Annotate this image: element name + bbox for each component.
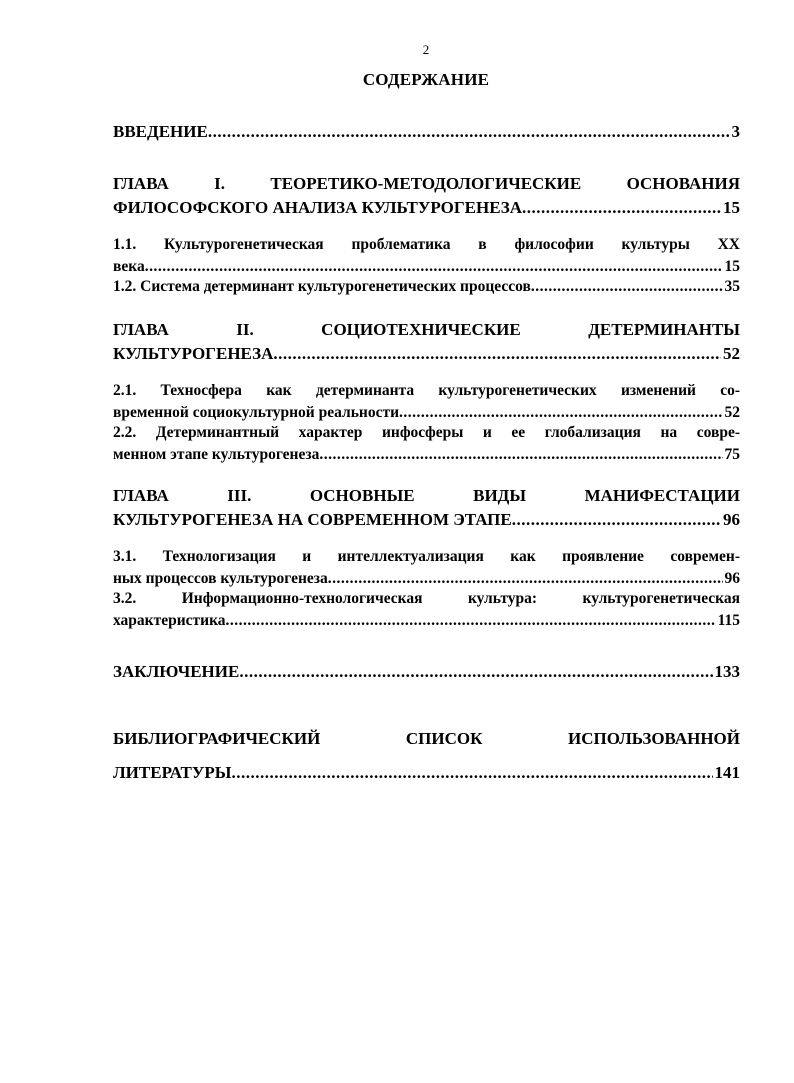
dot-leader <box>522 196 721 220</box>
toc-entry-section-2-2[interactable] <box>113 422 740 466</box>
page-title: СОДЕРЖАНИЕ <box>362 70 490 89</box>
toc-entry-page: 52 <box>723 344 740 363</box>
toc-entry-section-3-1[interactable] <box>113 546 740 590</box>
dot-leader <box>399 402 723 424</box>
toc-entry-line <box>113 120 740 144</box>
toc-entry-page: 75 <box>724 446 740 463</box>
toc-entry-bibliography[interactable] <box>113 722 740 790</box>
dot-leader <box>531 276 723 298</box>
toc-entry-page: 35 <box>724 278 740 295</box>
dot-leader <box>145 256 723 278</box>
page-number: 2 <box>422 42 430 57</box>
toc-entry-line <box>113 444 740 466</box>
toc-entry-heading: ГЛАВА III. ОСНОВНЫЕ ВИДЫ МАНИФЕСТАЦИИ <box>113 486 740 505</box>
toc-entry-page: 52 <box>724 404 740 421</box>
toc-entry-text: временной социокультурной реальности <box>113 404 399 421</box>
toc-entry-conclusion[interactable] <box>113 660 740 684</box>
toc-entry-section-1-2[interactable] <box>113 276 740 298</box>
toc-entry-heading: БИБЛИОГРАФИЧЕСКИЙ СПИСОК ИСПОЛЬЗОВАННОЙ <box>113 729 740 748</box>
toc-entry-line <box>113 508 740 532</box>
toc-entry-page: 96 <box>723 510 740 529</box>
toc-entry-text: 1.2. Система детерминант культурогенетических процессов <box>113 278 531 295</box>
dot-leader <box>239 660 712 684</box>
toc-entry-heading: 3.2. Информационно-технологическая культура: культурогенетическая <box>113 590 740 607</box>
toc-entry-line <box>113 342 740 366</box>
toc-entry-line <box>113 276 740 298</box>
toc-entry-text: века <box>113 258 145 275</box>
toc-entry-text: менном этапе культурогенеза <box>113 446 320 463</box>
dot-leader <box>328 568 723 590</box>
toc-entry-section-2-1[interactable] <box>113 380 740 424</box>
toc-entry-text: КУЛЬТУРОГЕНЕЗА <box>113 344 274 363</box>
toc-entry-line <box>113 402 740 424</box>
toc-entry-heading: 2.2. Детерминантный характер инфосферы и ее глобализация на совре- <box>113 424 740 441</box>
toc-entry-page: 141 <box>714 763 740 782</box>
toc-entry-text: ВВЕДЕНИЕ <box>113 122 208 141</box>
dot-leader <box>273 342 721 366</box>
toc-entry-section-1-1[interactable] <box>113 234 740 278</box>
toc-entry-line <box>113 756 740 790</box>
toc-entry-chapter-3[interactable] <box>113 484 740 532</box>
toc-entry-line <box>113 196 740 220</box>
dot-leader <box>319 444 722 466</box>
dot-leader <box>208 120 730 144</box>
toc-entry-introduction[interactable] <box>113 120 740 144</box>
toc-entry-line <box>113 568 740 590</box>
toc-entry-text: КУЛЬТУРОГЕНЕЗА НА СОВРЕМЕННОМ ЭТАПЕ <box>113 510 512 529</box>
toc-entry-heading: 3.1. Технологизация и интеллектуализация как проявление современ- <box>113 548 740 565</box>
toc-entry-heading: ГЛАВА I. ТЕОРЕТИКО-МЕТОДОЛОГИЧЕСКИЕ ОСНОВАНИЯ <box>113 174 740 193</box>
toc-entry-heading: 2.1. Техносфера как детерминанта культурогенетических изменений со- <box>113 382 740 399</box>
toc-entry-line <box>113 610 740 632</box>
toc-entry-heading: ГЛАВА II. СОЦИОТЕХНИЧЕСКИЕ ДЕТЕРМИНАНТЫ <box>113 320 740 339</box>
toc-entry-chapter-1[interactable] <box>113 172 740 220</box>
toc-entry-page: 15 <box>723 198 740 217</box>
toc-entry-line <box>113 256 740 278</box>
toc-entry-line <box>113 660 740 684</box>
toc-entry-section-3-2[interactable] <box>113 588 740 632</box>
toc-entry-text: ЗАКЛЮЧЕНИЕ <box>113 662 240 681</box>
toc-entry-page: 133 <box>714 662 740 681</box>
toc-entry-page: 96 <box>724 570 740 587</box>
toc-entry-text: ФИЛОСОФСКОГО АНАЛИЗА КУЛЬТУРОГЕНЕЗА <box>113 198 523 217</box>
toc-entry-text: ЛИТЕРАТУРЫ <box>113 763 232 782</box>
toc-entry-page: 3 <box>731 122 740 141</box>
dot-leader <box>231 756 712 790</box>
toc-entry-text: ных процессов культурогенеза <box>113 570 328 587</box>
dot-leader <box>512 508 721 532</box>
toc-entry-text: характеристика <box>113 612 226 629</box>
toc-entry-heading: 1.1. Культурогенетическая проблематика в философии культуры XX <box>113 236 740 253</box>
toc-entry-page: 15 <box>724 258 740 275</box>
toc-entry-page: 115 <box>717 612 740 629</box>
toc-entry-chapter-2[interactable] <box>113 318 740 366</box>
dot-leader <box>226 610 716 632</box>
